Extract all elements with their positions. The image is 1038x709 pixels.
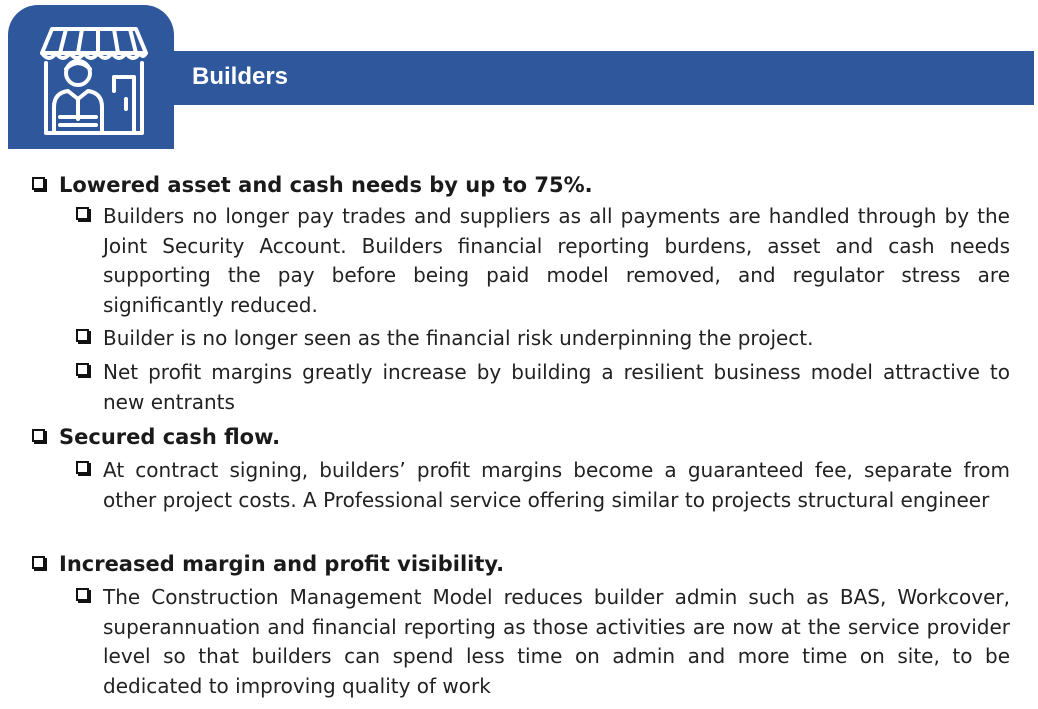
point-text: Builder is no longer seen as the financial risk underpinning the project. (103, 326, 814, 350)
section-heading: Secured cash flow. (59, 425, 281, 449)
checkbox-bullet-icon (32, 177, 45, 190)
list-item (32, 171, 1012, 199)
page-title: Builders (192, 63, 289, 90)
point-text: Net profit margins greatly increase by building a resilient business model attractive to new entrants (103, 360, 1010, 414)
section-heading: Lowered asset and cash needs by up to 75%. (59, 173, 593, 197)
checkbox-bullet-icon (32, 556, 45, 569)
section-heading: Increased margin and profit visibility. (59, 552, 505, 576)
list-item (76, 324, 1010, 354)
checkbox-bullet-icon (76, 461, 89, 474)
checkbox-bullet-icon (32, 429, 45, 442)
list-item (76, 456, 1010, 515)
list-item (32, 550, 1012, 578)
point-text: At contract signing, builders’ profit margins become a guaranteed fee, separate from other project costs. A Professional service offering similar to projects structural engineer (103, 458, 1010, 512)
point-text: Builders no longer pay trades and suppliers as all payments are handled through by the Joint Security Account. Builders financial reporting burdens, asset and cash needs supporting the pay before being paid model removed, and regulator stress are significantly reduced. (103, 204, 1010, 317)
list-item (76, 583, 1010, 701)
checkbox-bullet-icon (76, 329, 89, 342)
list-item (32, 423, 1012, 451)
checkbox-bullet-icon (76, 363, 89, 376)
list-item (76, 202, 1010, 320)
list-item (76, 358, 1010, 417)
point-text: The Construction Management Model reduces builder admin such as BAS, Workcover, superannuation and financial reporting as those activities are now at the service provider level so that builders can spend less time on admin and more time on site, to be dedicated to improving quality of work (103, 585, 1010, 698)
checkbox-bullet-icon (76, 588, 89, 601)
checkbox-bullet-icon (76, 207, 89, 220)
